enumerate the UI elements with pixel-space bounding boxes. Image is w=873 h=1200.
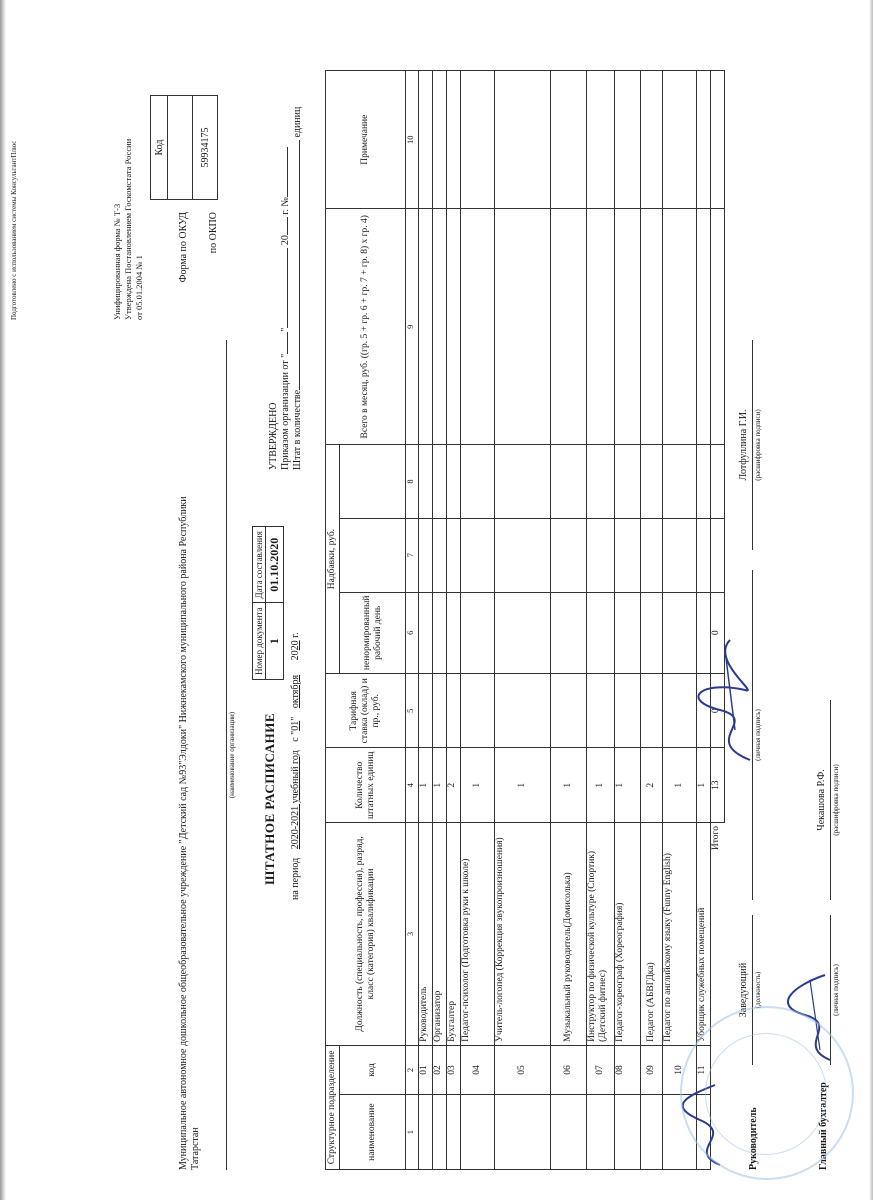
period-year-suffix: г. (290, 632, 301, 638)
approval-order-mid: " (280, 327, 291, 332)
row-count: 1 (697, 748, 711, 823)
row-code: 05 (495, 1045, 551, 1094)
approval-block (268, 107, 304, 470)
head-name-line (752, 340, 753, 550)
head-name: Лотфуллина Г.И. (738, 409, 749, 481)
row-position: Руководитель (419, 823, 433, 1046)
approval-title: УТВЕРЖДЕНО (268, 402, 279, 470)
header-note: Примечание (326, 71, 406, 209)
period-line (290, 632, 301, 900)
table-row (495, 71, 551, 1170)
row-count: 1 (461, 748, 495, 823)
row-position: Педагог (АБВГДка) (641, 823, 663, 1046)
header-position: Должность (специальность, профессия), разряд, класс (категория) квалификации (326, 823, 406, 1046)
accountant-label: Главный бухгалтер (818, 1082, 829, 1170)
table-row (551, 71, 587, 1170)
okpo-value: 59934175 (193, 96, 218, 200)
header-irregular: ненормированный рабочий день (340, 592, 406, 674)
okud-label: Форма по ОКУД (178, 212, 189, 283)
period-month: октября (290, 674, 301, 709)
total-label: Итого (711, 823, 725, 1170)
row-count: 1 (615, 748, 641, 823)
row-code: 02 (433, 1045, 447, 1094)
table-row (461, 71, 495, 1170)
row-position: Организатор (433, 823, 447, 1046)
approval-order-suffix: г. № (280, 197, 291, 215)
head-sign-caption: (личная подпись) (754, 709, 762, 761)
row-count: 2 (447, 748, 461, 823)
row-code: 08 (615, 1045, 641, 1094)
form-info-line: Утверждена Постановлением Госкомстата России (123, 138, 133, 320)
col-number: 6 (406, 592, 419, 674)
period-day: 01 (290, 720, 301, 731)
organization-underline (226, 340, 227, 1170)
accountant-name: Чекашова Р.Ф. (816, 769, 827, 831)
period-quote: " (290, 716, 301, 721)
row-count: 1 (433, 748, 447, 823)
header-allowance-7 (340, 518, 406, 592)
approval-units: единиц (292, 106, 303, 138)
col-number: 7 (406, 518, 419, 592)
col-number: 10 (406, 71, 419, 209)
row-code: 06 (551, 1045, 587, 1094)
col-number: 9 (406, 209, 419, 445)
total-count: 13 (711, 748, 725, 823)
table-row (587, 71, 615, 1170)
row-position: Педагог-психолог (Подготовка руки к школе) (461, 823, 495, 1046)
okpo-label: по ОКПО (208, 212, 219, 254)
row-count: 1 (587, 748, 615, 823)
period-value: 2020-2021 учебный год (290, 750, 301, 850)
table-row (447, 71, 461, 1170)
codes-header: Код (151, 96, 168, 200)
head-position-caption: (должность) (754, 971, 762, 1009)
period-year: 20 (290, 640, 301, 651)
header-division: Структурное подразделение (326, 1045, 340, 1169)
col-number: 1 (406, 1095, 419, 1170)
approval-order-year: 20 (280, 235, 291, 246)
row-code: 09 (641, 1045, 663, 1094)
approval-order-text: Приказом организации от " (280, 353, 291, 470)
organization-name-line: Татарстан (190, 1127, 201, 1170)
row-position: Бухгалтер (447, 823, 461, 1046)
approval-staff-text: Штат в количестве (292, 389, 303, 470)
header-rate: Тарифная ставка (оклад) и пр., руб. (326, 674, 406, 748)
accountant-sign-caption: (личная подпись) (832, 964, 840, 1016)
header-total: Всего в месяц, руб. ((гр. 5 + гр. 6 + гр. 7 + гр. 8) x гр. 4) (326, 209, 406, 445)
row-count: 1 (419, 748, 433, 823)
table-row (663, 71, 697, 1170)
row-position: Инструктор по физической культуре (Спортик) (Детский фитнес) (587, 823, 615, 1046)
row-code: 03 (447, 1045, 461, 1094)
document-box (252, 526, 284, 680)
table-row (641, 71, 663, 1170)
row-code: 01 (419, 1045, 433, 1094)
row-code: 10 (663, 1045, 697, 1094)
accountant-name-caption: (расшифровка подписи) (832, 764, 840, 836)
table-row (615, 71, 641, 1170)
total-row (711, 71, 725, 1170)
total-irregular: 0 (711, 592, 725, 674)
stamp-inner-icon (705, 1033, 827, 1155)
codes-table (150, 95, 218, 200)
table-row (697, 71, 711, 1170)
head-name-caption: (расшифровка подписи) (754, 409, 762, 481)
doc-date-header: Дата составления (253, 527, 266, 603)
period-year-prefix: 20 (290, 650, 301, 661)
row-count: 1 (551, 748, 587, 823)
row-position: Уборщик служебных помещений (697, 823, 711, 1046)
staff-table (325, 70, 725, 1170)
row-count: 1 (663, 748, 697, 823)
head-position: Заведующий (738, 962, 749, 1018)
form-info-line: от 05.01.2004 № 1 (134, 255, 144, 320)
period-from: с " (290, 730, 301, 742)
col-number: 2 (406, 1045, 419, 1094)
doc-number: 1 (266, 603, 284, 680)
form-info (112, 139, 145, 320)
form-info-line: Унифицированная форма № Т-3 (112, 203, 122, 320)
row-position: Учитель-логопед (Коррекция звукопроизношения) (495, 823, 551, 1046)
organization-caption: (наименование организации) (228, 711, 236, 799)
period-prefix: на период (290, 857, 301, 900)
col-number: 8 (406, 445, 419, 519)
row-code: 07 (587, 1045, 615, 1094)
head-signature-icon (690, 630, 770, 770)
header-count: Количество штатных единиц (326, 748, 406, 823)
table-row (419, 71, 433, 1170)
row-position: Музыкальный руководитель(Домисолька) (551, 823, 587, 1046)
organization-name (178, 340, 202, 1170)
row-code: 04 (461, 1045, 495, 1094)
accountant-name-line (830, 700, 831, 900)
col-number: 5 (406, 674, 419, 748)
header-allowance-8 (340, 445, 406, 519)
row-position: Педагог-хореограф (Хореография) (615, 823, 641, 1046)
approval-staff (292, 107, 304, 470)
row-count: 1 (495, 748, 551, 823)
document-title: ШТАТНОЕ РАСПИСАНИЕ (262, 712, 277, 885)
header-code: код (340, 1045, 406, 1094)
table-row (433, 71, 447, 1170)
row-code: 11 (697, 1045, 711, 1094)
col-number: 4 (406, 748, 419, 823)
head-label: Руководитель (748, 1107, 759, 1170)
col-number: 3 (406, 823, 419, 1046)
header-name: наименование (340, 1095, 406, 1170)
okud-value (168, 96, 193, 200)
doc-number-header: Номер документа (253, 603, 266, 680)
organization-name-line: Муниципальное автономное дошкольное общеобразовательное учреждение "Детский сад №93"Элдоки" Нижнекамского муниципального района Республики (178, 496, 189, 1170)
approval-order (280, 107, 292, 470)
doc-date: 01.10.2020 (266, 527, 284, 603)
row-position: Педагог по английскому языку (Funny English) (663, 823, 697, 1046)
total-rate: 0 (711, 674, 725, 748)
row-count: 2 (641, 748, 663, 823)
header-allowances: Надбавки, руб. (326, 445, 340, 674)
consultant-note: Подготовлено с использованием системы КонсультантПлюс (10, 140, 18, 320)
